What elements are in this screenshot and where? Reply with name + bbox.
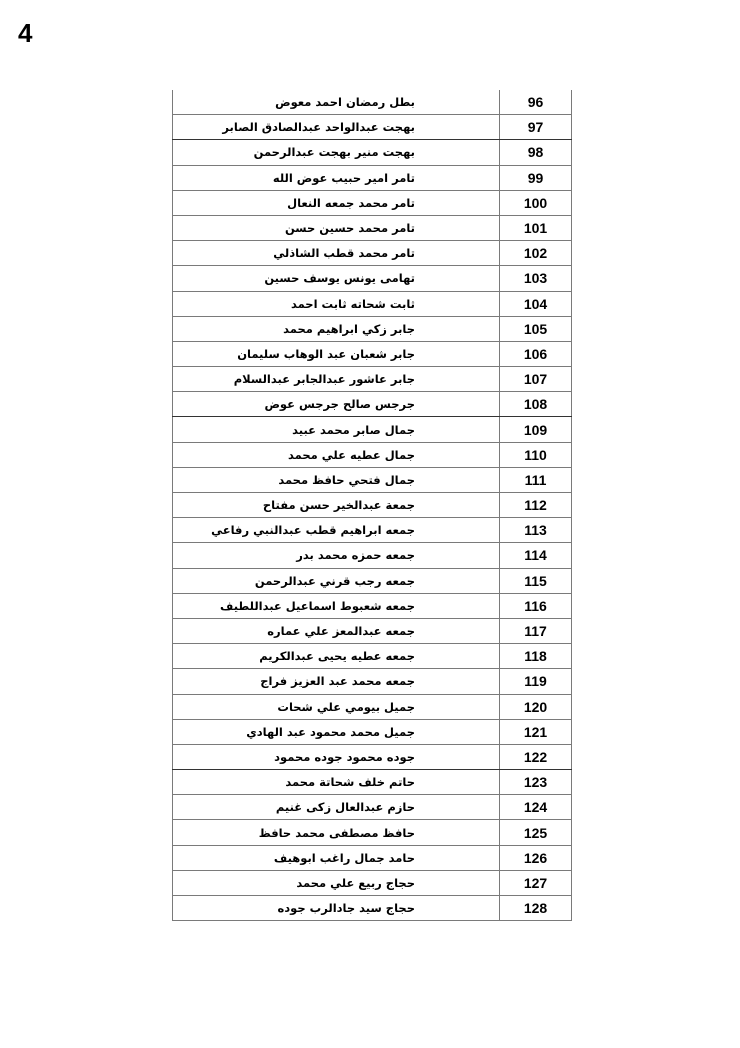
table-row [173, 442, 572, 467]
name-text: جمعه عطيه يحيى عبدالكريم [259, 649, 415, 664]
name-cell [173, 593, 500, 618]
number-cell: 119 [500, 669, 572, 694]
names-table-body [173, 90, 572, 921]
table-row [173, 744, 572, 769]
name-text: تهامى يونس يوسف حسين [264, 271, 415, 286]
number-cell: 121 [500, 719, 572, 744]
name-cell [173, 367, 500, 392]
name-cell [173, 392, 500, 417]
table-row [173, 266, 572, 291]
name-text: جمال فتحي حافظ محمد [278, 472, 415, 487]
number-cell: 125 [500, 820, 572, 845]
name-text: تامر امير حبيب عوض الله [272, 170, 415, 185]
table-row [173, 341, 572, 366]
name-cell [173, 568, 500, 593]
number-cell: 103 [500, 266, 572, 291]
name-text: حازم عبدالعال زكى غنيم [275, 800, 415, 815]
name-text: بهجت منير بهجت عبدالرحمن [253, 145, 415, 160]
table-row [173, 543, 572, 568]
name-cell [173, 870, 500, 895]
table-row [173, 367, 572, 392]
table-row [173, 694, 572, 719]
number-cell: 104 [500, 291, 572, 316]
name-text: بطل رمضان احمد معوض [275, 95, 415, 110]
number-cell: 109 [500, 417, 572, 442]
name-cell [173, 467, 500, 492]
table-row [173, 820, 572, 845]
number-cell: 107 [500, 367, 572, 392]
name-cell [173, 140, 500, 165]
page-number: 4 [18, 18, 33, 48]
name-cell [173, 215, 500, 240]
number-cell: 110 [500, 442, 572, 467]
name-cell [173, 770, 500, 795]
name-cell [173, 896, 500, 921]
name-text: جوده محمود جوده محمود [274, 749, 415, 764]
name-cell [173, 165, 500, 190]
number-cell: 106 [500, 341, 572, 366]
table-row [173, 896, 572, 921]
number-cell: 112 [500, 493, 572, 518]
name-text: جابر عاشور عبدالجابر عبدالسلام [233, 372, 415, 387]
table-row [173, 568, 572, 593]
name-text: حاتم خلف شحاتة محمد [285, 775, 415, 790]
name-cell [173, 820, 500, 845]
table-row [173, 140, 572, 165]
name-cell [173, 190, 500, 215]
name-text: جمعة عبدالخير حسن مفتاح [262, 498, 415, 513]
number-cell: 122 [500, 744, 572, 769]
number-cell: 113 [500, 518, 572, 543]
number-cell: 102 [500, 241, 572, 266]
table-row [173, 770, 572, 795]
name-text: جميل محمد محمود عبد الهادي [246, 724, 415, 739]
number-cell: 100 [500, 190, 572, 215]
name-cell [173, 543, 500, 568]
name-cell [173, 669, 500, 694]
table-row [173, 870, 572, 895]
table-row [173, 115, 572, 140]
number-cell: 117 [500, 618, 572, 643]
names-table [172, 90, 572, 921]
name-cell [173, 644, 500, 669]
number-cell: 120 [500, 694, 572, 719]
name-text: ثابت شحاته ثابت احمد [290, 296, 415, 311]
name-text: تامر محمد قطب الشاذلي [273, 246, 415, 261]
name-cell [173, 442, 500, 467]
table-row [173, 90, 572, 115]
number-cell: 97 [500, 115, 572, 140]
name-cell [173, 241, 500, 266]
table-row [173, 165, 572, 190]
table-row [173, 669, 572, 694]
table-row [173, 644, 572, 669]
number-cell: 108 [500, 392, 572, 417]
table-row [173, 190, 572, 215]
table-row [173, 518, 572, 543]
name-cell [173, 493, 500, 518]
name-cell [173, 518, 500, 543]
table-row [173, 719, 572, 744]
number-cell: 114 [500, 543, 572, 568]
name-cell [173, 90, 500, 115]
table-row [173, 241, 572, 266]
name-cell [173, 618, 500, 643]
table-row [173, 291, 572, 316]
table-row [173, 316, 572, 341]
name-text: تامر محمد حسين حسن [284, 221, 415, 236]
name-text: جرجس صالح جرجس عوض [264, 397, 415, 412]
name-text: جمعه شعبوط اسماعيل عبداللطيف [220, 598, 415, 613]
name-text: بهجت عبدالواحد عبدالصادق الصابر [222, 120, 415, 135]
table-row [173, 215, 572, 240]
name-cell [173, 845, 500, 870]
name-text: حجاج ربيع علي محمد [296, 875, 415, 890]
name-cell [173, 115, 500, 140]
name-text: جمعه ابراهيم قطب عبدالنبي رفاعي [211, 523, 415, 538]
number-cell: 115 [500, 568, 572, 593]
table-row [173, 392, 572, 417]
table-row [173, 845, 572, 870]
name-text: جمعه رجب قرني عبدالرحمن [254, 573, 415, 588]
name-cell [173, 694, 500, 719]
name-cell [173, 719, 500, 744]
name-text: جمال عطيه علي محمد [288, 447, 415, 462]
number-cell: 116 [500, 593, 572, 618]
number-cell: 105 [500, 316, 572, 341]
name-text: حجاج سيد جادالرب جوده [277, 901, 415, 916]
name-cell [173, 291, 500, 316]
number-cell: 128 [500, 896, 572, 921]
name-text: جمعه عبدالمعز علي عماره [267, 624, 415, 639]
number-cell: 124 [500, 795, 572, 820]
number-cell: 123 [500, 770, 572, 795]
table-row [173, 593, 572, 618]
name-cell [173, 744, 500, 769]
name-text: حافظ مصطفى محمد حافظ [258, 825, 415, 840]
name-text: جابر شعبان عبد الوهاب سليمان [237, 346, 415, 361]
name-cell [173, 417, 500, 442]
name-text: تامر محمد جمعه النعال [287, 195, 415, 210]
number-cell: 126 [500, 845, 572, 870]
name-cell [173, 266, 500, 291]
number-cell: 99 [500, 165, 572, 190]
name-cell [173, 316, 500, 341]
name-text: حامد جمال راغب ابوهيف [273, 850, 415, 865]
number-cell: 98 [500, 140, 572, 165]
name-cell [173, 795, 500, 820]
name-text: جميل بيومي علي شحات [277, 699, 415, 714]
table-row [173, 795, 572, 820]
number-cell: 118 [500, 644, 572, 669]
name-text: جمعه محمد عبد العزيز فراج [260, 674, 415, 689]
number-cell: 127 [500, 870, 572, 895]
number-cell: 111 [500, 467, 572, 492]
table-row [173, 618, 572, 643]
name-cell [173, 341, 500, 366]
name-text: جابر زكي ابراهيم محمد [283, 321, 415, 336]
number-cell: 101 [500, 215, 572, 240]
table-row [173, 493, 572, 518]
table-row [173, 467, 572, 492]
number-cell: 96 [500, 90, 572, 115]
table-row [173, 417, 572, 442]
name-text: جمال صابر محمد عبيد [292, 422, 415, 437]
name-text: جمعه حمزه محمد بدر [296, 548, 415, 563]
